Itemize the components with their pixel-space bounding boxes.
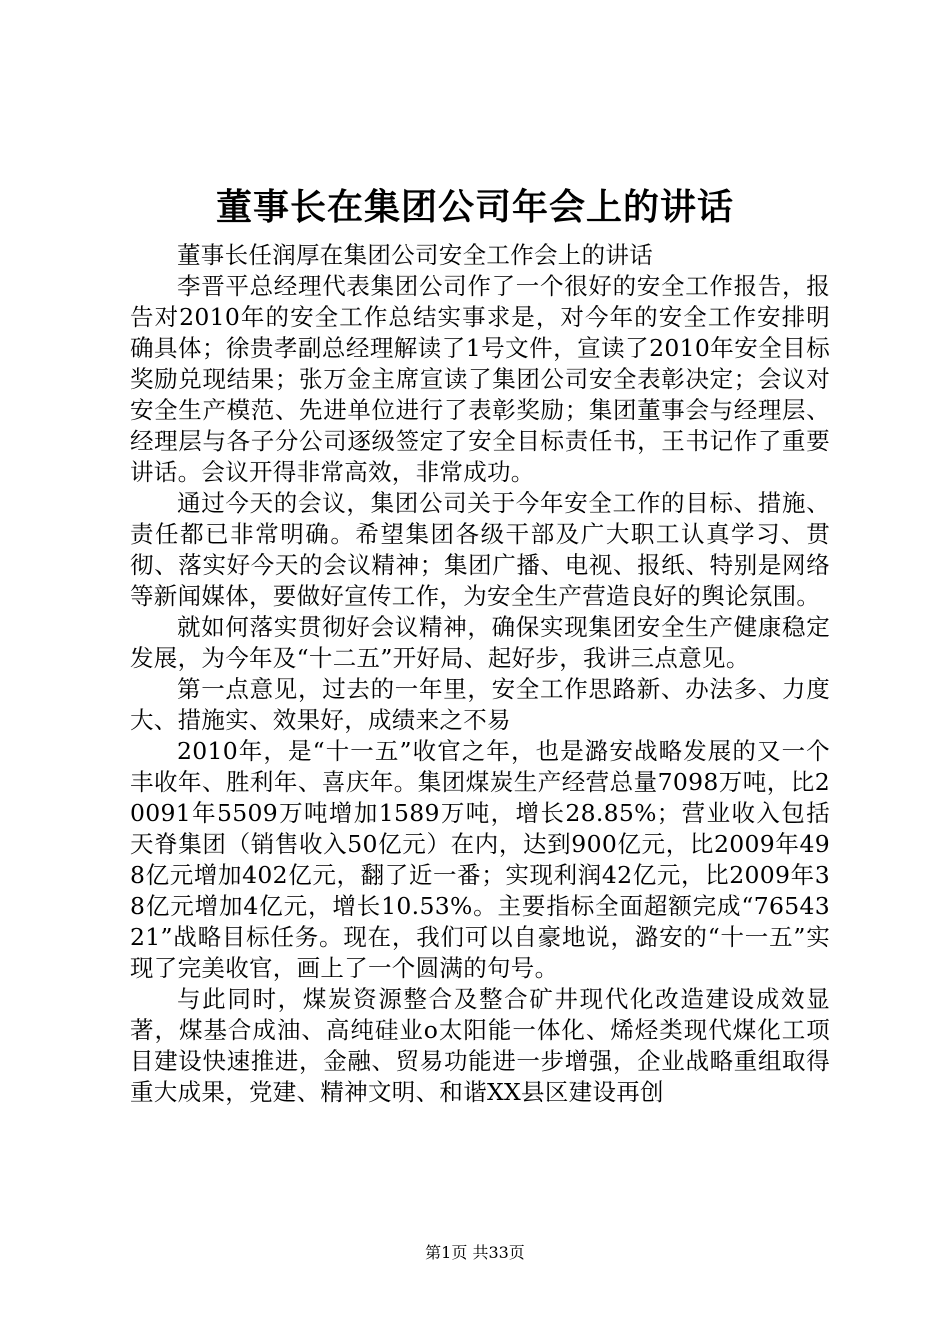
paragraph-heading: 第一点意见，过去的一年里，安全工作思路新、办法多、力度大、措施实、效果好，成绩来之不易 — [130, 675, 830, 734]
paragraph: 通过今天的会议，集团公司关于今年安全工作的目标、措施、责任都已非常明确。希望集团各级干部及广大职工认真学习、贯彻、落实好今天的会议精神；集团广播、电视、报纸、特别是网络等新闻媒体，要做好宣传工作，为安全生产营造良好的舆论氛围。 — [130, 489, 830, 610]
document-title: 董事长在集团公司年会上的讲话 — [215, 187, 734, 228]
paragraph: 与此同时，煤炭资源整合及整合矿井现代化改造建设成效显著，煤基合成油、高纯硅业o太阳能一体化、烯烃类现代煤化工项目建设快速推进，金融、贸易功能进一步增强，企业战略重组取得重大成果，党建、精神文明、和谐XX县区建设再创 — [130, 985, 830, 1106]
paragraph: 李晋平总经理代表集团公司作了一个很好的安全工作报告，报告对2010年的安全工作总结实事求是，对今年的安全工作安排明确具体；徐贵孝副总经理解读了1号文件，宣读了2010年安全目标奖励兑现结果；张万金主席宣读了集团公司安全表彰决定；会议对安全生产模范、先进单位进行了表彰奖励；集团董事会与经理层、经理层与各子分公司逐级签定了安全目标责任书，王书记作了重要讲话。会议开得非常高效，非常成功。 — [130, 272, 830, 486]
paragraph-subtitle: 董事长任润厚在集团公司安全工作会上的讲话 — [177, 241, 653, 269]
paragraph: 就如何落实贯彻好会议精神，确保实现集团安全生产健康稳定发展，为今年及“十二五”开好局、起好步，我讲三点意见。 — [130, 613, 830, 672]
paragraph: 2010年，是“十一五”收官之年，也是潞安战略发展的又一个丰收年、胜利年、喜庆年。集团煤炭生产经营总量7098万吨，比20091年5509万吨增加1589万吨，增长28.85%；营业收入包括天脊集团（销售收入50亿元）在内，达到900亿元，比2009年498亿元增加402亿元，翻了近一番；实现利润42亿元，比2009年38亿元增加4亿元，增长10.53%。主要指标全面超额完成“7654321”战略目标任务。现在，我们可以自豪地说，潞安的“十一五”实现了完美收官，画上了一个圆满的句号。 — [130, 737, 830, 982]
page-number: 第1页 共33页 — [425, 1243, 525, 1262]
document-body — [130, 240, 830, 1108]
